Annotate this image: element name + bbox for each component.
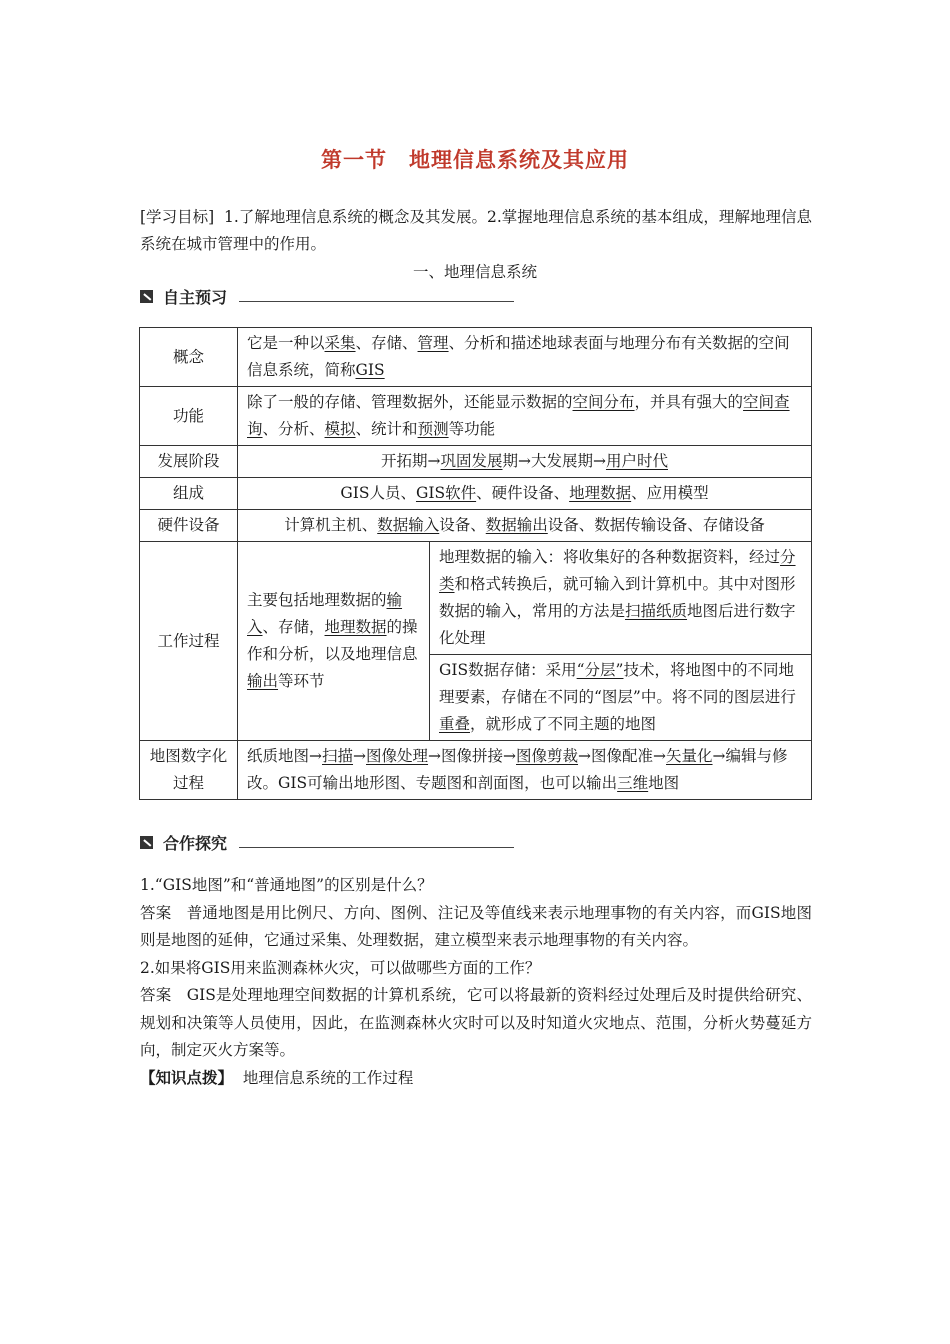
summary-table [139, 327, 812, 800]
row-label: 地图数字化过程 [140, 741, 238, 800]
table-row-digitization [140, 741, 812, 800]
row-label: 工作过程 [140, 542, 238, 741]
table-row-stages [140, 446, 812, 478]
heading-rule [239, 300, 514, 302]
digitization-content: 纸质地图→扫描→图像处理→图像拼接→图像剪裁→图像配准→矢量化→编辑与修改。GIS可输出地形图、专题图和剖面图，也可以输出三维地图 [238, 741, 812, 800]
learning-objectives [140, 204, 812, 258]
table-row-function [140, 387, 812, 446]
row-label: 组成 [140, 478, 238, 510]
hardware-content: 计算机主机、数据输入设备、数据输出设备、数据传输设备、存储设备 [238, 510, 812, 542]
explore-heading-label: 合作探究 [163, 833, 228, 853]
arrow-box-icon [140, 836, 153, 849]
row-label: 概念 [140, 328, 238, 387]
qa-section [140, 872, 812, 1092]
table-row-components [140, 478, 812, 510]
workflow-input: 地理数据的输入：将收集好的各种数据资料，经过分类和格式转换后，就可输入到计算机中。其中对图形数据的输入，常用的方法是扫描纸质地图后进行数字化处理 [430, 542, 812, 655]
section-heading: 一、地理信息系统 [412, 263, 537, 281]
function-content: 除了一般的存储、管理数据外，还能显示数据的空间分布，并具有强大的空间查询、分析、模拟、统计和预测等功能 [238, 387, 812, 446]
workflow-storage: GIS数据存储：采用“分层”技术，将地图中的不同地理要素，存储在不同的“图层”中。将不同的图层进行重叠，就形成了不同主题的地图 [430, 655, 812, 741]
heading-rule [239, 846, 514, 848]
row-label: 发展阶段 [140, 446, 238, 478]
row-label: 功能 [140, 387, 238, 446]
row-label: 硬件设备 [140, 510, 238, 542]
arrow-box-icon [140, 290, 153, 303]
page-title: 第一节 地理信息系统及其应用 [321, 148, 629, 172]
table-row-workflow-input [140, 542, 812, 655]
preview-heading-label: 自主预习 [163, 287, 228, 307]
preview-heading [140, 285, 514, 307]
answer-2: 答案 GIS是处理地理空间数据的计算机系统，它可以将最新的资料经过处理后及时提供给研究、规划和决策等人员使用，因此，在监测森林火灾时可以及时知道火灾地点、范围，分析火势蔓延方向，制定灭火方案等。 [140, 986, 812, 1059]
concept-content: 它是一种以采集、存储、管理、分析和描述地球表面与地理分布有关数据的空间信息系统，简称GIS [238, 328, 812, 387]
table-row-concept [140, 328, 812, 387]
question-1: 1.“GIS地图”和“普通地图”的区别是什么？ [140, 876, 433, 894]
workflow-summary: 主要包括地理数据的输入、存储，地理数据的操作和分析，以及地理信息输出等环节 [238, 542, 430, 741]
knowledge-point: 【知识点拨】 地理信息系统的工作过程 [140, 1068, 414, 1087]
objectives-text: 1.了解地理信息系统的概念及其发展。2.掌握地理信息系统的基本组成，理解地理信息系统在城市管理中的作用。 [140, 208, 812, 253]
table-row-hardware [140, 510, 812, 542]
explore-heading [140, 831, 514, 853]
objectives-tag: [学习目标] [140, 208, 215, 226]
answer-1: 答案 普通地图是用比例尺、方向、图例、注记及等值线来表示地理事物的有关内容，而GIS地图则是地图的延伸，它通过采集、处理数据，建立模型来表示地理事物的有关内容。 [140, 903, 812, 949]
stages-content: 开拓期→巩固发展期→大发展期→用户时代 [238, 446, 812, 478]
question-2: 2.如果将GIS用来监测森林火灾，可以做哪些方面的工作？ [140, 958, 541, 977]
components-content: GIS人员、GIS软件、硬件设备、地理数据、应用模型 [238, 478, 812, 510]
